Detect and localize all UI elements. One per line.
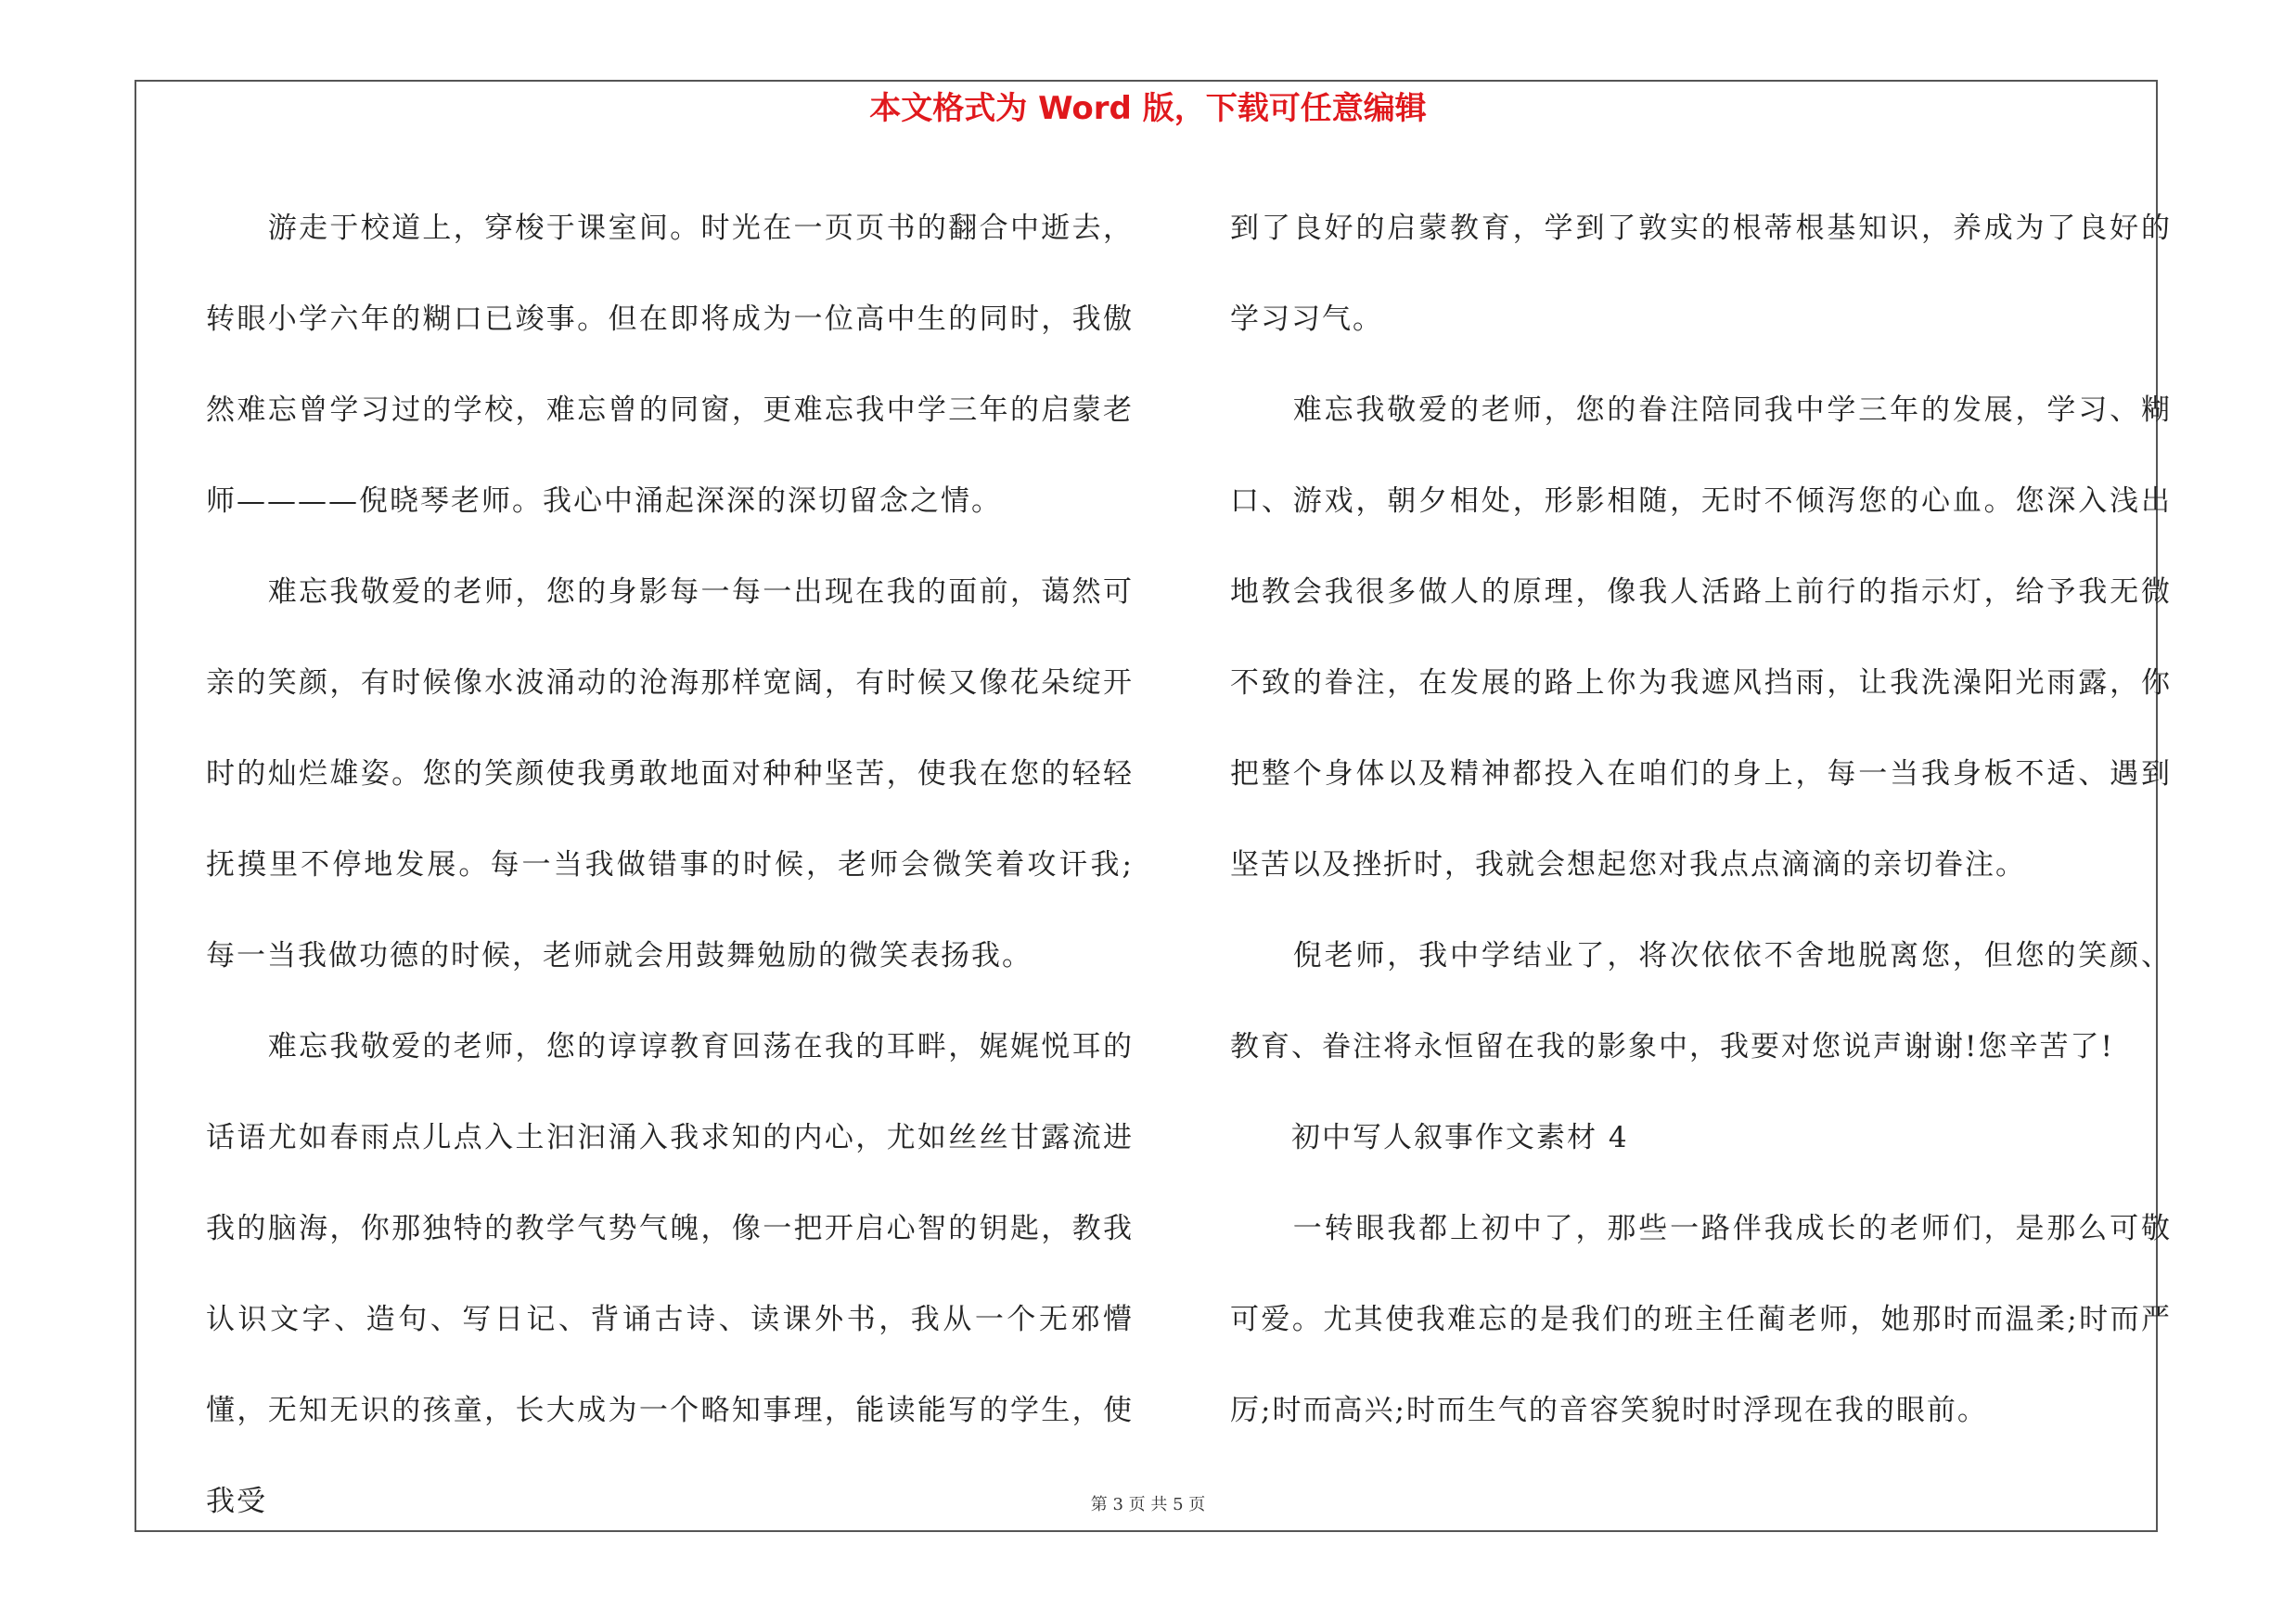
left-column-text: 游走于校道上，穿梭于课室间。时光在一页页书的翻合中逝去，转眼小学六年的糊口已竣事。但在即将成为一位高中生的同时，我傲然难忘曾学习过的学校，难忘曾的同窗，更难忘我中学三年的启蒙老师————倪晓琴老师。我心中涌起深深的深切留念之情。 难忘我敬爱的老师，您的身影每一每一出现在我的面前，蔼然可亲的笑颜，有时候像水波涌动的沧海那样宽阔，有时候又像花朵绽开时的灿烂雄姿。您的笑颜使我勇敢地面对种种坚苦，使我在您的轻轻抚摸里不停地发展。每一当我做错事的时候，老师会微笑着攻讦我;每一当我做功德的时候，老师就会用鼓舞勉励的微笑表扬我。 难忘我敬爱的老师，您的谆谆教育回荡在我的耳畔，娓娓悦耳的话语尤如春雨点儿点入土汩汩涌入我求知的内心，尤如丝丝甘露流进我的脑海，你那独特的教学气势气魄，像一把开启心智的钥匙，教我认识文字、造句、写日记、背诵古诗、读课外书，我从一个无邪懵懂，无知无识的孩童，长大成为一个略知事理，能读能写的学生，使我受: [206, 212, 1134, 1518]
document-banner: 本文格式为 Word 版，下载可任意编辑: [869, 90, 1427, 127]
left-column: [206, 183, 1134, 1547]
right-column: [1230, 183, 2172, 1456]
page-number: 第 3 页 共 5 页: [1090, 1495, 1206, 1514]
right-column-text: 到了良好的启蒙教育，学到了敦实的根蒂根基知识，养成为了良好的学习习气。 难忘我敬爱的老师，您的眷注陪同我中学三年的发展，学习、糊口、游戏，朝夕相处，形影相随，无时不倾泻您的心血。您深入浅出地教会我很多做人的原理，像我人活路上前行的指示灯，给予我无微不致的眷注，在发展的路上你为我遮风挡雨，让我洗澡阳光雨露，你把整个身体以及精神都投入在咱们的身上，每一当我身板不适、遇到坚苦以及挫折时，我就会想起您对我点点滴滴的亲切眷注。 倪老师，我中学结业了，将次依依不舍地脱离您，但您的笑颜、教育、眷注将永恒留在我的影象中，我要对您说声谢谢!您辛苦了! 初中写人叙事作文素材 4 一转眼我都上初中了，那些一路伴我成长的老师们，是那么可敬可爱。尤其使我难忘的是我们的班主任蔺老师，她那时而温柔;时而严厉;时而高兴;时而生气的音容笑貌时时浮现在我的眼前。: [1230, 212, 2172, 1427]
